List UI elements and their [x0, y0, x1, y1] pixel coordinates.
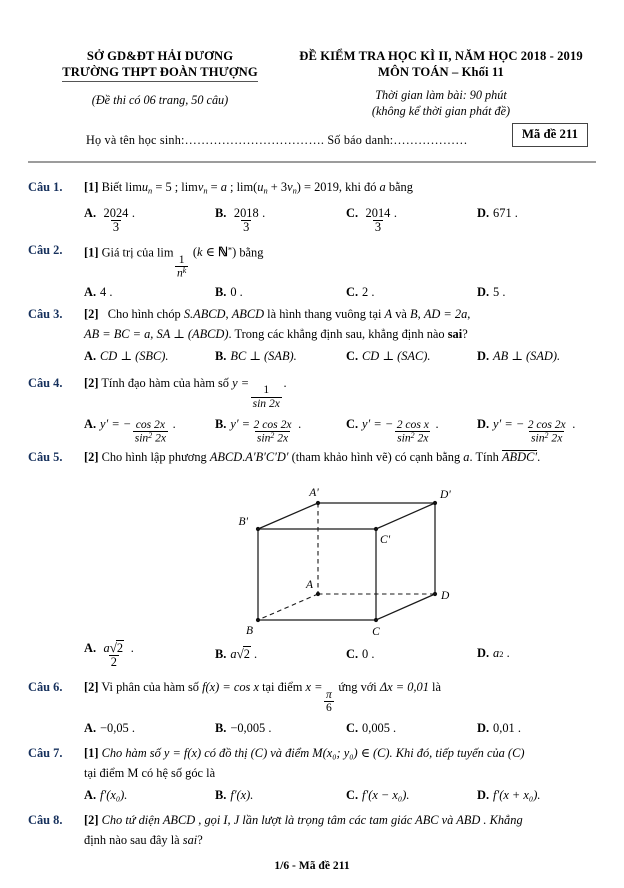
- q6-function: f(x) = cos x: [202, 680, 259, 695]
- radicand: 2: [116, 641, 124, 656]
- sqrt-root: [237, 644, 251, 664]
- question-3-options: [84, 346, 596, 366]
- question-1-stem-text: Biết limu$_n$ = 5 ; limv$_n$ = a ; $\lim(u_n + 3v_n) = 2019$, khi đó a bằng: [101, 180, 413, 196]
- question-4: [28, 373, 596, 445]
- option-letter: A.: [84, 284, 97, 299]
- option-period: .: [389, 720, 397, 735]
- den-exponent: k: [182, 266, 187, 276]
- option-value: CD ⊥ (SBC).: [100, 348, 169, 363]
- question-4-label: Câu 4.: [28, 375, 63, 390]
- cube-vertex-dot-Ap: [316, 501, 320, 505]
- cond-set: ℕ: [217, 245, 228, 260]
- fraction-numerator: 2 cos 2x: [527, 417, 566, 431]
- question-2-stem: [84, 240, 596, 280]
- question-1-stem: [84, 177, 596, 200]
- option-value: 0,01: [493, 720, 515, 735]
- option-letter: B.: [215, 348, 227, 363]
- question-7-label: Câu 7.: [28, 745, 63, 760]
- question-1-option-d[interactable]: [477, 203, 518, 223]
- fraction-numerator: [102, 641, 127, 655]
- option-value: −0,005: [230, 720, 266, 735]
- exam-code-box: Mã đề 211: [512, 123, 588, 147]
- q6-text-2: tại điểm: [262, 680, 303, 695]
- option-value: 4: [100, 284, 107, 299]
- q3-base-name: ABCD: [231, 306, 265, 321]
- q1-option-a-fraction: [102, 207, 131, 234]
- question-4-tag: [2]: [84, 375, 99, 390]
- header-left-block: [28, 48, 286, 119]
- question-3-stem-line2: [84, 324, 596, 344]
- den-fn: sin: [397, 431, 411, 445]
- den-exp: 2: [270, 430, 275, 440]
- question-4-body: [84, 373, 596, 445]
- q3-vertex-b: B: [410, 306, 418, 321]
- option-period: .: [393, 205, 397, 220]
- option-period: .: [514, 720, 521, 735]
- question-6: [28, 677, 596, 737]
- question-6-body: [84, 677, 596, 737]
- option-base: a: [493, 646, 500, 661]
- q6-delta-x: Δx = 0,01: [379, 680, 429, 695]
- fraction-numerator: cos 2x: [135, 417, 165, 431]
- question-2-option-c[interactable]: [346, 282, 477, 302]
- fraction-denominator: [255, 431, 290, 444]
- fraction-denominator: 6: [325, 701, 332, 715]
- question-1-label: Câu 1.: [28, 180, 63, 195]
- fraction-denominator: 3: [374, 219, 382, 234]
- option-period: .: [236, 284, 243, 299]
- option-letter: B.: [215, 646, 227, 661]
- option-period: .: [169, 416, 176, 431]
- fraction-numerator: 1: [178, 252, 185, 266]
- radicand: 2: [243, 646, 250, 661]
- option-lhs: y′ = −: [362, 416, 394, 431]
- exam-title: ĐỀ KIỂM TRA HỌC KÌ II, NĂM HỌC 2018 - 2019: [299, 49, 583, 63]
- question-1-option-c[interactable]: [346, 203, 477, 234]
- option-period: .: [368, 284, 375, 299]
- q3-text-2: là hình thang vuông tại: [267, 306, 382, 321]
- q4-text-1: Tính đạo hàm của hàm số: [101, 375, 229, 390]
- question-6-option-c[interactable]: [346, 718, 477, 738]
- den-arg: 2x: [417, 431, 429, 445]
- cube-vertex-label-A: A: [305, 579, 313, 592]
- option-coef: a: [230, 646, 237, 661]
- q1-tail: , khi đó: [338, 180, 377, 195]
- q3-ad-eq: AD = 2a: [423, 306, 468, 321]
- option-letter: D.: [477, 416, 490, 431]
- cond-member: ∈: [205, 245, 215, 260]
- exam-subject: MÔN TOÁN – Khối 11: [378, 65, 504, 79]
- q1-tail2: bằng: [388, 180, 413, 195]
- cube-vertex-label-Ap: A': [309, 487, 319, 500]
- q6-fraction: [324, 689, 334, 714]
- option-fraction: [133, 419, 168, 445]
- option-period: .: [250, 646, 258, 661]
- option-period: .: [131, 205, 135, 220]
- den-fn: sin: [256, 431, 271, 445]
- question-3-option-d[interactable]: [477, 346, 560, 366]
- question-2-option-b[interactable]: [215, 282, 346, 302]
- q5-text-1: Cho hình lập phương: [101, 450, 207, 465]
- option-letter: D.: [477, 646, 490, 661]
- den-fn: sin: [531, 431, 545, 445]
- option-value: f′(x).: [230, 787, 254, 802]
- q4-period: .: [283, 375, 287, 390]
- cube-figure: [210, 471, 470, 636]
- cube-vertex-label-Dp: D': [440, 489, 451, 502]
- q2-fraction: [175, 254, 188, 280]
- den-exp: 2: [410, 430, 415, 440]
- page-count-note: (Đề thi có 06 trang, 50 câu): [91, 93, 229, 107]
- question-8-label: Câu 8.: [28, 812, 63, 827]
- sqrt-root: [110, 641, 124, 655]
- question-6-options: [84, 718, 596, 738]
- q1-option-b-fraction: [232, 207, 261, 234]
- q3-and: và: [395, 306, 407, 321]
- q6-x-eq: x =: [305, 680, 323, 695]
- q5-edge-length: a: [463, 450, 470, 465]
- cube-edge-Bp-Ap: [258, 503, 318, 529]
- q8-sai-word: sai: [182, 832, 198, 847]
- den-base: n: [176, 266, 183, 280]
- question-4-option-b[interactable]: [215, 414, 346, 445]
- question-2-option-d[interactable]: [477, 282, 505, 302]
- option-letter: A.: [84, 641, 97, 656]
- exam-duration-note: (không kể thời gian phát đề): [371, 104, 511, 118]
- option-period: .: [262, 205, 266, 220]
- school-name-wrap: [34, 64, 286, 82]
- cube-vertex-label-Bp: B': [238, 516, 248, 529]
- q5-cube-name: ABCD.A′B′C′D′: [209, 450, 289, 465]
- q5-text-3: . Tính: [469, 450, 499, 465]
- question-6-option-d[interactable]: [477, 718, 521, 738]
- question-5-tag: [2]: [84, 450, 99, 465]
- question-4-option-c[interactable]: [346, 414, 477, 445]
- question-5-option-a[interactable]: [84, 638, 215, 669]
- option-letter: A.: [84, 205, 97, 220]
- cube-vertex-dot-B: [256, 618, 260, 622]
- q3-question-mark: ?: [462, 326, 468, 341]
- option-letter: B.: [215, 205, 227, 220]
- question-5-stem: [84, 447, 596, 467]
- q3-sai-word: sai: [447, 326, 463, 341]
- fraction-denominator: [395, 431, 430, 444]
- option-period: .: [432, 416, 439, 431]
- option-letter: C.: [346, 284, 359, 299]
- q2-condition: (k ∈ ℕ*): [192, 244, 240, 260]
- q3-solid-name: S.ABCD: [183, 306, 226, 321]
- question-7-stem-line1: [84, 743, 596, 763]
- fraction-denominator: [529, 431, 564, 444]
- option-letter: D.: [477, 787, 490, 802]
- den-exp: 2: [148, 430, 153, 440]
- q1-limit1: 5: [165, 180, 172, 195]
- option-letter: B.: [215, 720, 227, 735]
- cube-vertex-dot-D: [433, 592, 437, 596]
- fraction-numerator: 2018: [233, 205, 259, 220]
- option-value: f′(x₀).: [100, 787, 128, 802]
- den-arg: 2x: [551, 431, 563, 445]
- option-period: .: [499, 284, 506, 299]
- fraction-denominator: 3: [112, 219, 120, 234]
- option-letter: C.: [346, 205, 359, 220]
- option-letter: A.: [84, 720, 97, 735]
- option-letter: C.: [346, 787, 359, 802]
- fraction-numerator: 2 cos x: [396, 417, 429, 431]
- option-letter: C.: [346, 720, 359, 735]
- option-value: CD ⊥ (SAC).: [362, 348, 431, 363]
- option-period: .: [106, 284, 113, 299]
- q3-ab-bc-eq: AB = BC = a,: [84, 326, 154, 341]
- option-period: .: [569, 416, 576, 431]
- option-period: .: [127, 641, 134, 656]
- question-1-options: [84, 203, 596, 234]
- den-arg: 2x: [155, 431, 167, 445]
- option-value: 5: [493, 284, 500, 299]
- option-letter: C.: [346, 348, 359, 363]
- radical-symbol: √: [109, 640, 117, 656]
- department-name: SỞ GD&ĐT HẢI DƯƠNG: [86, 49, 234, 63]
- option-period: .: [265, 720, 272, 735]
- option-value: f′(x − x₀).: [362, 787, 410, 802]
- question-1-option-b[interactable]: [215, 203, 346, 234]
- fraction-numerator: 2 cos 2x: [253, 417, 292, 431]
- q1-limit3: 2019: [314, 180, 339, 195]
- question-8-body: [84, 810, 596, 850]
- cube-vertex-dot-Bp: [256, 527, 260, 531]
- page-footer: 1/6 - Mã đề 211: [274, 859, 350, 872]
- q5-vector-ab: AB: [501, 450, 518, 465]
- cube-vertex-label-C: C: [372, 626, 380, 637]
- option-fraction: [526, 419, 568, 445]
- den-arg: 2x: [277, 431, 289, 445]
- question-6-tag: [2]: [84, 680, 99, 695]
- q3-text-3: . Trong các khẳng định sau, khẳng định nào: [228, 326, 445, 341]
- fraction-numerator: 2024: [103, 205, 129, 220]
- question-7-option-c[interactable]: [346, 785, 477, 805]
- option-letter: C.: [346, 646, 359, 661]
- fraction-denominator: 2: [110, 655, 117, 670]
- question-8-stem-line2: [84, 830, 596, 850]
- cube-vertex-label-D: D: [441, 590, 450, 603]
- option-exponent: 2: [499, 649, 504, 660]
- question-3-stem: [2] Cho hình chóp S.ABCD, ABCD là hình thang vuông tại A và B, AD = 2a,: [84, 306, 471, 321]
- cube-edges: [258, 503, 435, 620]
- q1-option-c-fraction: [364, 207, 393, 234]
- question-1-body: [84, 177, 596, 233]
- q1-limit2: a: [220, 180, 227, 195]
- q5-text-2: (tham khảo hình vẽ) có cạnh bằng: [291, 450, 461, 465]
- cube-vertex-dots: [256, 501, 437, 622]
- exam-duration: Thời gian làm bài: 90 phút: [375, 88, 507, 102]
- cube-hidden-edges: [258, 503, 435, 620]
- cond-k: k: [197, 245, 203, 260]
- question-list: [0, 163, 624, 849]
- option-value: 0: [362, 646, 369, 661]
- question-2-body: [84, 240, 596, 302]
- q6-text-3: ứng với: [338, 680, 377, 695]
- option-letter: B.: [215, 284, 227, 299]
- q6-text-1: Vi phân của hàm số: [101, 680, 199, 695]
- fraction-denominator: sin 2x: [252, 396, 280, 410]
- student-name-line: Họ và tên học sinh:……………………………. Số báo danh:………………: [86, 133, 468, 147]
- question-7-option-b[interactable]: [215, 785, 346, 805]
- question-6-stem: [84, 677, 596, 714]
- fraction-numerator: 2014: [365, 205, 391, 220]
- num-coef: a: [103, 641, 110, 656]
- option-value: f′(x + x₀).: [493, 787, 541, 802]
- option-letter: C.: [346, 416, 359, 431]
- q8-question-mark: ?: [197, 832, 203, 847]
- question-3: [28, 304, 596, 366]
- option-value: AB ⊥ (SAD).: [493, 348, 561, 363]
- cube-vertex-dot-C: [374, 618, 378, 622]
- option-period: .: [511, 205, 518, 220]
- question-5-option-d[interactable]: [477, 643, 510, 664]
- option-letter: A.: [84, 348, 97, 363]
- question-2: [28, 240, 596, 302]
- q7-text-1: Cho hàm số y = f(x) có đồ thị (C) và điểm M(x₀; y₀) ∈ (C). Khi đó, tiếp tuyến của (C): [101, 745, 525, 760]
- question-2-stem-tail: bằng: [239, 245, 264, 260]
- option-period: .: [368, 646, 375, 661]
- option-period: .: [503, 646, 510, 661]
- school-name: TRƯỜNG THPT ĐOÀN THƯỢNG: [62, 64, 258, 82]
- option-letter: A.: [84, 416, 97, 431]
- q4-y-eq: y =: [232, 375, 250, 390]
- question-2-label: Câu 2.: [28, 242, 63, 257]
- student-info-row: [0, 127, 624, 157]
- q7-text-2: tại điểm M có hệ số góc là: [84, 765, 216, 780]
- question-3-option-b[interactable]: [215, 346, 346, 366]
- question-7-options: [84, 785, 596, 805]
- cube-vertex-dot-A: [316, 592, 320, 596]
- question-6-option-b[interactable]: [215, 718, 346, 738]
- question-6-option-a[interactable]: [84, 718, 215, 738]
- option-letter: D.: [477, 284, 490, 299]
- question-3-option-c[interactable]: [346, 346, 477, 366]
- cond-star: *: [227, 244, 233, 255]
- q3-text-1: Cho hình chóp: [107, 306, 181, 321]
- question-7-tag: [1]: [84, 745, 99, 760]
- fraction-denominator: [175, 266, 188, 279]
- q4-fraction: [251, 384, 282, 409]
- cube-vertex-label-Cp: C': [380, 534, 391, 547]
- cube-vertex-label-B: B: [245, 625, 253, 637]
- radical-symbol: √: [236, 645, 244, 661]
- option-letter: D.: [477, 348, 490, 363]
- option-letter: D.: [477, 205, 490, 220]
- question-8-stem-line1: [84, 810, 596, 830]
- question-4-option-d[interactable]: [477, 414, 575, 445]
- fraction-numerator: 1: [263, 383, 270, 397]
- question-2-stem-text: Giá trị của lim: [101, 245, 174, 260]
- question-8: [28, 810, 596, 850]
- question-5-option-b[interactable]: [215, 644, 346, 664]
- q6-text-4: là: [432, 680, 441, 695]
- q5-text-4: .: [537, 450, 541, 465]
- q8-text-2: định nào sau đây là: [84, 832, 180, 847]
- question-5-label: Câu 5.: [28, 450, 63, 465]
- option-value: 2: [362, 284, 369, 299]
- den-exp: 2: [544, 430, 549, 440]
- question-1-option-a[interactable]: [84, 203, 215, 234]
- cube-vertex-dot-Cp: [374, 527, 378, 531]
- option-letter: B.: [215, 416, 227, 431]
- question-4-options: [84, 414, 596, 445]
- question-7-option-d[interactable]: [477, 785, 540, 805]
- option-value: −0,05: [100, 720, 129, 735]
- q5-vector-dc: DC′: [517, 450, 538, 465]
- option-lhs: y′ = −: [493, 416, 525, 431]
- question-5-option-c[interactable]: [346, 644, 477, 664]
- question-1-tag: [1]: [84, 180, 99, 195]
- option-letter: B.: [215, 787, 227, 802]
- option-letter: D.: [477, 720, 490, 735]
- question-4-option-a[interactable]: [84, 414, 215, 445]
- question-8-tag: [2]: [84, 812, 99, 827]
- question-5: [28, 447, 596, 669]
- question-5-options: [84, 638, 596, 669]
- option-period: .: [295, 416, 302, 431]
- question-5-figure-wrap: [84, 471, 596, 636]
- question-2-tag: [1]: [84, 245, 99, 260]
- option-fraction: [395, 419, 431, 445]
- option-value: 0: [230, 284, 237, 299]
- option-value: BC ⊥ (SAB).: [230, 348, 297, 363]
- option-letter: A.: [84, 787, 97, 802]
- document-header: [0, 0, 624, 119]
- q3-vertex-a: A: [384, 306, 393, 321]
- question-7: [28, 743, 596, 805]
- cube-edge-A-B: [258, 594, 318, 620]
- q3-sa-perp: SA ⊥ (ABCD): [156, 326, 229, 341]
- header-right-block: [286, 48, 596, 119]
- question-3-body: [84, 304, 596, 366]
- cube-vertex-dot-Dp: [433, 501, 437, 505]
- question-4-stem: [84, 373, 596, 410]
- option-lhs: y′ =: [230, 416, 251, 431]
- fraction-denominator: 3: [243, 219, 250, 234]
- question-7-body: [84, 743, 596, 805]
- cube-edge-C-D: [376, 594, 435, 620]
- option-period: .: [128, 720, 135, 735]
- question-1: [28, 177, 596, 233]
- question-7-option-a[interactable]: [84, 785, 215, 805]
- question-3-option-a[interactable]: [84, 346, 215, 366]
- question-6-label: Câu 6.: [28, 680, 63, 695]
- fraction-numerator: π: [325, 688, 332, 702]
- question-2-option-a[interactable]: [84, 282, 215, 302]
- question-7-stem-line2: [84, 763, 596, 783]
- q1-coef: 3: [280, 180, 288, 195]
- option-value: 0,005: [362, 720, 390, 735]
- option-value: 671: [493, 205, 512, 220]
- question-5-body: [84, 447, 596, 669]
- fraction-denominator: [133, 431, 168, 444]
- option-fraction: [252, 419, 294, 445]
- option-fraction: [102, 641, 127, 669]
- question-3-tag: [2]: [84, 306, 99, 321]
- den-fn: sin: [134, 431, 149, 445]
- q8-text-1: Cho tứ diện ABCD , gọi I, J lần lượt là trọng tâm các tam giác ABC và ABD . Khẳng: [101, 812, 523, 827]
- cube-edge-Dp-Cp: [376, 503, 435, 529]
- question-2-options: [84, 282, 596, 302]
- question-3-label: Câu 3.: [28, 306, 63, 321]
- option-lhs: y′ = −: [100, 416, 132, 431]
